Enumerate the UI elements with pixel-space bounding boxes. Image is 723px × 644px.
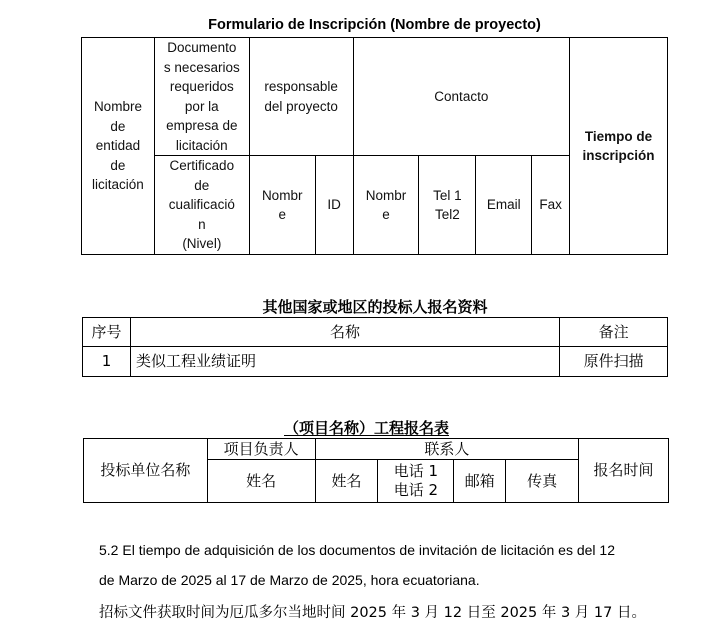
- header-note: 备注: [560, 318, 668, 347]
- header-project-manager: 项目负责人: [207, 439, 315, 460]
- header-name: 名称: [130, 318, 559, 347]
- subheader-contacto-nombre: Nombr e: [353, 156, 419, 255]
- subheader-email: 邮箱: [454, 460, 506, 503]
- bidder-documents-table: [82, 317, 668, 377]
- subheader-manager-name: 姓名: [207, 460, 315, 503]
- paragraph-es-line1: 5.2 El tiempo de adquisición de los documentos de invitación de licitación es del 12: [99, 542, 615, 558]
- subheader-responsable-id: ID: [315, 156, 353, 255]
- subheader-contacto-tel: Tel 1 Tel2: [419, 156, 476, 255]
- paragraph-zh-line: 招标文件获取时间为厄瓜多尔当地时间 2025 年 3 月 12 日至 2025 年 3 月 17 日。: [99, 605, 646, 621]
- table1-title: Formulario de Inscripción (Nombre de proyecto): [208, 17, 541, 33]
- registration-form-table-es: [81, 37, 668, 255]
- subheader-contact-name: 姓名: [315, 460, 378, 503]
- subheader-contacto-email: Email: [476, 156, 532, 255]
- registration-form-table-zh: [83, 438, 669, 503]
- header-tiempo-inscripcion: Tiempo de inscripción: [570, 38, 668, 255]
- row-note: 原件扫描: [560, 347, 668, 377]
- header-seq: 序号: [83, 318, 131, 347]
- subheader-responsable-nombre: Nombr e: [249, 156, 315, 255]
- subheader-fax: 传真: [506, 460, 579, 503]
- header-documentos: Documento s necesarios requeridos por la empresa de licitación: [154, 38, 249, 156]
- header-contacto: Contacto: [353, 38, 569, 156]
- subheader-phone: 电话 1 电话 2: [378, 460, 454, 503]
- subheader-certificado: Certificado de cualificació n (Nivel): [154, 156, 249, 255]
- header-nombre-entidad: Nombre de entidad de licitación: [82, 38, 155, 255]
- row-seq: 1: [83, 347, 131, 377]
- header-contact-person: 联系人: [315, 439, 579, 460]
- table2-title: 其他国家或地区的投标人报名资料: [262, 298, 488, 316]
- paragraph-es-line2: de Marzo de 2025 al 17 de Marzo de 2025, hora ecuatoriana.: [99, 572, 480, 588]
- row-name: 类似工程业绩证明: [130, 347, 559, 377]
- table-row: [83, 347, 668, 377]
- header-bidder-unit: 投标单位名称: [84, 439, 208, 503]
- header-registration-time: 报名时间: [579, 439, 669, 503]
- table3-title: （项目名称）工程报名表: [284, 419, 450, 437]
- subheader-contacto-fax: Fax: [532, 156, 570, 255]
- header-responsable: responsable del proyecto: [249, 38, 353, 156]
